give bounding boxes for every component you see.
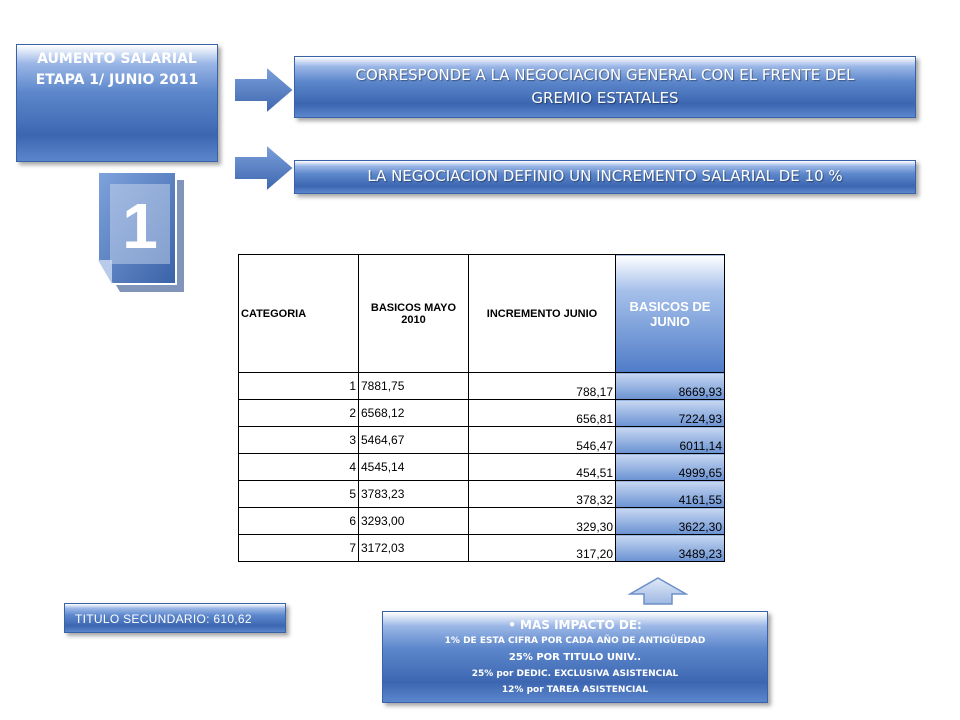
- cell-basicos-junio: 3622,30: [616, 508, 725, 535]
- right-arrow-icon: [232, 64, 296, 116]
- cell-categoria: 3: [239, 427, 359, 454]
- cell-categoria: 7: [239, 535, 359, 562]
- cell-categoria: 1: [239, 373, 359, 400]
- table-row: [239, 481, 725, 508]
- right-arrow-icon: [232, 142, 296, 194]
- table-row: [239, 454, 725, 481]
- negotiation-line-2: GREMIO ESTATALES: [531, 89, 679, 107]
- table-row: [239, 535, 725, 562]
- secondary-title-text: TITULO SECUNDARIO: 610,62: [75, 612, 252, 626]
- header-categoria: CATEGORIA: [239, 255, 359, 373]
- header-incremento-junio: INCREMENTO JUNIO: [469, 255, 616, 373]
- impact-line: 25% POR TITULO UNIV..: [508, 652, 642, 663]
- salary-table: [238, 254, 725, 562]
- cell-categoria: 4: [239, 454, 359, 481]
- cell-basicos-junio: 8669,93: [616, 373, 725, 400]
- table-header-row: [239, 255, 725, 373]
- cell-incremento-junio: 546,47: [469, 427, 616, 454]
- table-row: [239, 508, 725, 535]
- header-basicos-junio: BASICOS DE JUNIO: [616, 255, 725, 373]
- cell-basicos-junio: 7224,93: [616, 400, 725, 427]
- cell-incremento-junio: 454,51: [469, 454, 616, 481]
- impact-line: 25% por DEDIC. EXCLUSIVA ASISTENCIAL: [471, 669, 679, 679]
- step-number: 1: [122, 190, 158, 262]
- increment-text: LA NEGOCIACION DEFINIO UN INCREMENTO SALARIAL DE 10 %: [367, 167, 843, 185]
- secondary-title-badge: [64, 603, 286, 633]
- table-row: [239, 373, 725, 400]
- cell-categoria: 5: [239, 481, 359, 508]
- cell-basicos-mayo: 4545,14: [359, 454, 469, 481]
- header-basicos-mayo: BASICOS MAYO 2010: [359, 255, 469, 373]
- table-row: [239, 427, 725, 454]
- cell-basicos-mayo: 3172,03: [359, 535, 469, 562]
- title-box: [16, 44, 218, 162]
- title-line-1: AUMENTO SALARIAL: [37, 51, 197, 67]
- cell-categoria: 2: [239, 400, 359, 427]
- cell-basicos-mayo: 3293,00: [359, 508, 469, 535]
- impact-line: 12% por TAREA ASISTENCIAL: [501, 685, 649, 695]
- cell-basicos-junio: 4161,55: [616, 481, 725, 508]
- impact-box: [382, 611, 768, 703]
- step-number-card-icon: [92, 168, 192, 298]
- cell-basicos-junio: 4999,65: [616, 454, 725, 481]
- cell-categoria: 6: [239, 508, 359, 535]
- cell-basicos-junio: 6011,14: [616, 427, 725, 454]
- table-row: [239, 400, 725, 427]
- title-line-2: ETAPA 1/ JUNIO 2011: [35, 72, 199, 88]
- cell-incremento-junio: 378,32: [469, 481, 616, 508]
- cell-basicos-junio: 3489,23: [616, 535, 725, 562]
- increment-banner: [294, 160, 916, 194]
- cell-incremento-junio: 656,81: [469, 400, 616, 427]
- negotiation-banner: [294, 56, 916, 118]
- cell-basicos-mayo: 3783,23: [359, 481, 469, 508]
- impact-line: 1% DE ESTA CIFRA POR CADA AÑO DE ANTIGÜEDAD: [444, 636, 706, 646]
- cell-basicos-mayo: 7881,75: [359, 373, 469, 400]
- cell-incremento-junio: 317,20: [469, 535, 616, 562]
- cell-basicos-mayo: 5464,67: [359, 427, 469, 454]
- cell-incremento-junio: 329,30: [469, 508, 616, 535]
- cell-incremento-junio: 788,17: [469, 373, 616, 400]
- cell-basicos-mayo: 6568,12: [359, 400, 469, 427]
- negotiation-line-1: CORRESPONDE A LA NEGOCIACION GENERAL CON EL FRENTE DEL: [355, 66, 855, 84]
- up-arrow-icon: [628, 576, 688, 606]
- impact-heading: • MAS IMPACTO DE:: [508, 618, 642, 632]
